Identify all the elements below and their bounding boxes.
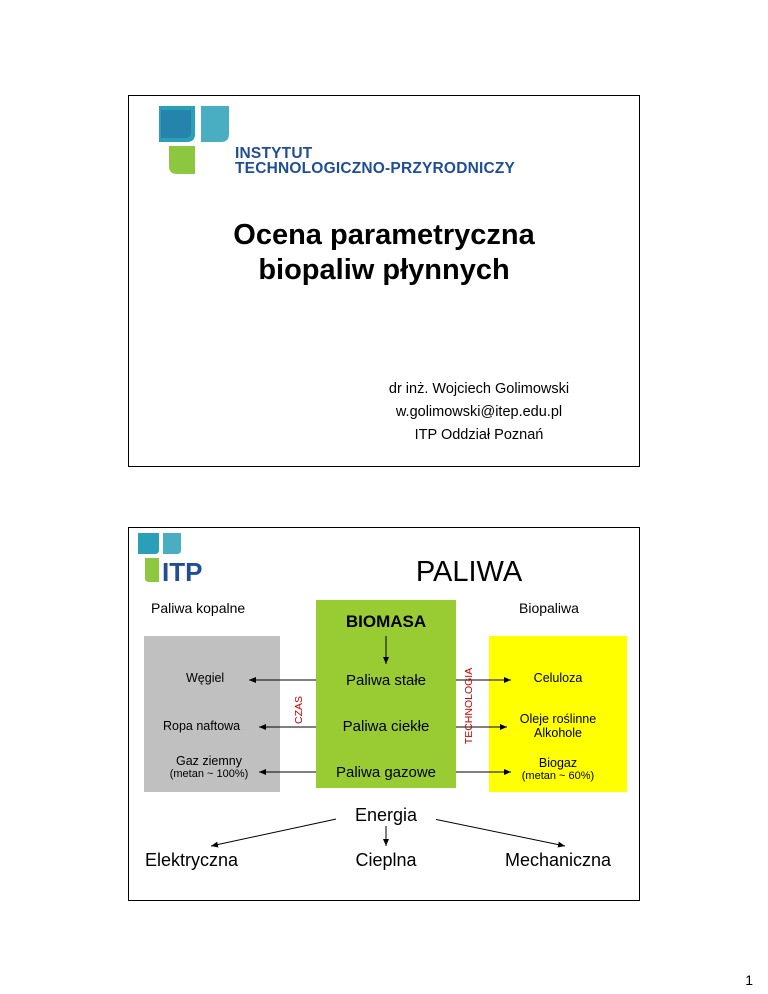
author-email: w.golimowski@itep.edu.pl [395,404,563,420]
right-item-biogaz: Biogaz [538,756,578,770]
itp-logo [157,104,517,176]
left-item-ropa: Ropa naftowa [163,719,241,733]
energy-mechanical: Mechaniczna [505,850,612,870]
arrow-to-elektryczna [211,818,341,846]
author-name: dr inż. Wojciech Golimowski [388,381,570,397]
right-item-oleje-block [493,712,623,740]
vertical-label-czas: CZAS [293,696,305,725]
title-line2: biopaliw płynnych [258,254,510,286]
energy-electric: Elektryczna [145,850,239,870]
biomass-heading: BIOMASA [345,612,427,631]
left-heading: Paliwa kopalne [151,600,246,616]
fuels-slide [128,527,640,901]
right-item-celuloza: Celuloza [533,671,583,685]
title-line1: Ocena parametryczna [233,219,535,251]
logo-line2: TECHNOLOGICZNO-PRZYRODNICZY [235,160,516,177]
title-slide [128,95,640,467]
presentation-title [129,218,639,288]
center-item-solid: Paliwa stałe [316,672,456,689]
energy-heading: Energia [336,805,436,826]
left-item-gaz: Gaz ziemny [176,754,242,768]
author-affiliation: ITP Oddział Poznań [414,427,544,443]
page-number: 1 [745,972,753,988]
right-item-oleje: Oleje roślinne [519,712,597,726]
author-block [349,378,609,447]
right-item-biogaz-note: (metan ~ 60%) [521,770,595,782]
leaf-logo-icon [157,104,229,176]
left-item-wegiel: Węgiel [186,671,225,685]
slide-title: PALIWA [415,556,523,588]
left-item-gaz-note: (metan ~ 100%) [169,768,249,780]
center-item-liquid: Paliwa ciekłe [316,718,456,735]
right-item-biogaz-block [493,756,623,782]
center-item-gas: Paliwa gazowe [316,764,456,781]
right-item-alkohole: Alkohole [534,726,582,740]
vertical-label-technologia: TECHNOLOGIA [463,667,475,745]
arrow-to-mechaniczna [429,818,565,846]
itp-logo-text: ITP [162,557,203,586]
right-heading: Biopaliwa [519,600,579,616]
energy-heat: Cieplna [355,850,417,870]
logo-line1: INSTYTUT [235,145,313,162]
left-item-gaz-block [149,754,269,780]
